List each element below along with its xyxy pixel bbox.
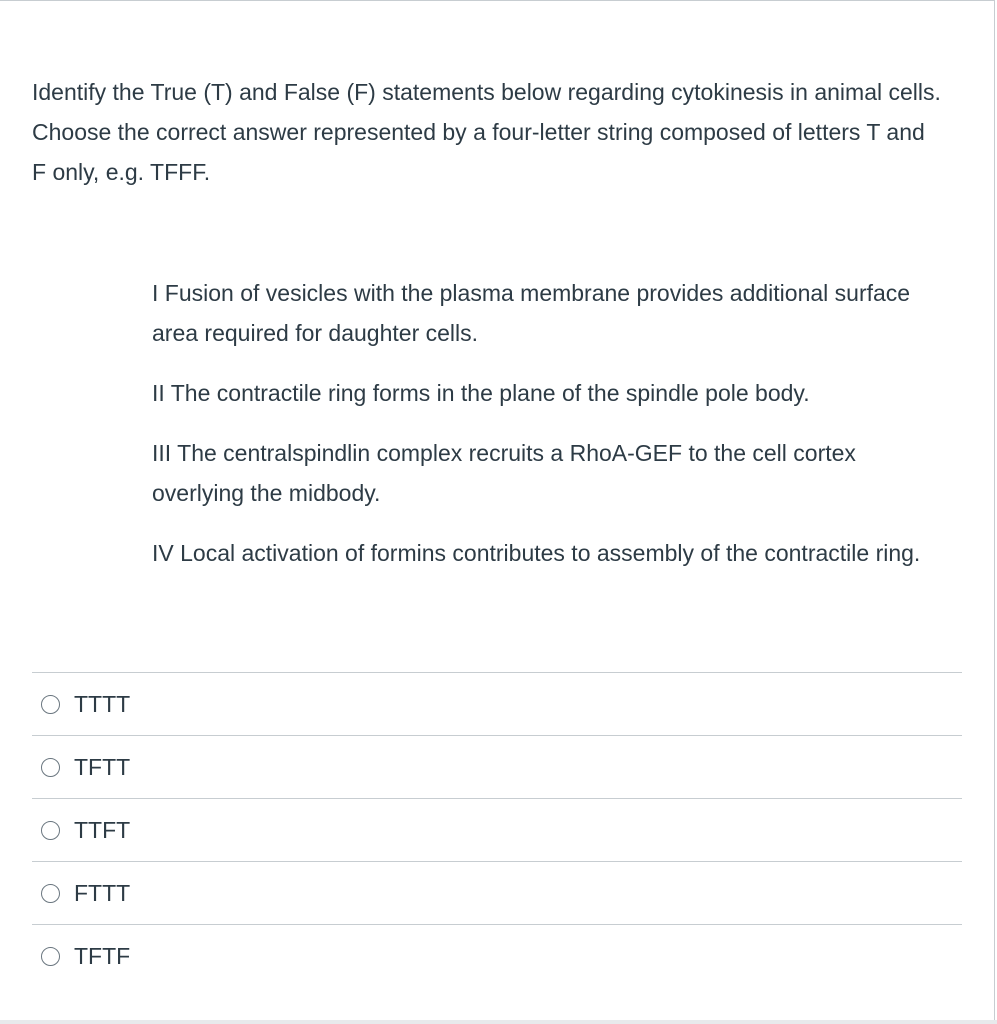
answer-label: TTFT bbox=[74, 817, 131, 843]
answer-option-5[interactable] bbox=[32, 924, 962, 987]
statement-2: II The contractile ring forms in the plane of the spindle pole body. bbox=[152, 380, 810, 406]
answer-option-4[interactable] bbox=[32, 861, 962, 924]
radio-button[interactable] bbox=[41, 695, 60, 714]
statement-4: IV Local activation of formins contributes to assembly of the contractile ring. bbox=[152, 540, 921, 566]
answer-label: TFTF bbox=[74, 943, 131, 969]
question-prompt: Identify the True (T) and False (F) statements below regarding cytokinesis in animal cells. Choose the correct answer represented by a four-letter string composed of letters T and F only, e.g. TFFF. bbox=[32, 79, 941, 185]
answer-label: TFTT bbox=[74, 754, 131, 780]
answer-label: TTTT bbox=[74, 691, 131, 717]
answer-option-3[interactable] bbox=[32, 798, 962, 861]
radio-button[interactable] bbox=[41, 758, 60, 777]
radio-button[interactable] bbox=[41, 884, 60, 903]
statement-1: I Fusion of vesicles with the plasma membrane provides additional surface area required for daughter cells. bbox=[152, 280, 911, 346]
answer-option-2[interactable] bbox=[32, 735, 962, 798]
answer-label: FTTT bbox=[74, 880, 131, 906]
answer-list bbox=[32, 672, 962, 987]
bottom-divider bbox=[0, 1020, 997, 1024]
radio-button[interactable] bbox=[41, 947, 60, 966]
statement-3: III The centralspindlin complex recruits a RhoA-GEF to the cell cortex overlying the midbody. bbox=[152, 440, 856, 506]
answer-option-1[interactable] bbox=[32, 672, 962, 735]
statement-list bbox=[152, 273, 952, 593]
radio-button[interactable] bbox=[41, 821, 60, 840]
